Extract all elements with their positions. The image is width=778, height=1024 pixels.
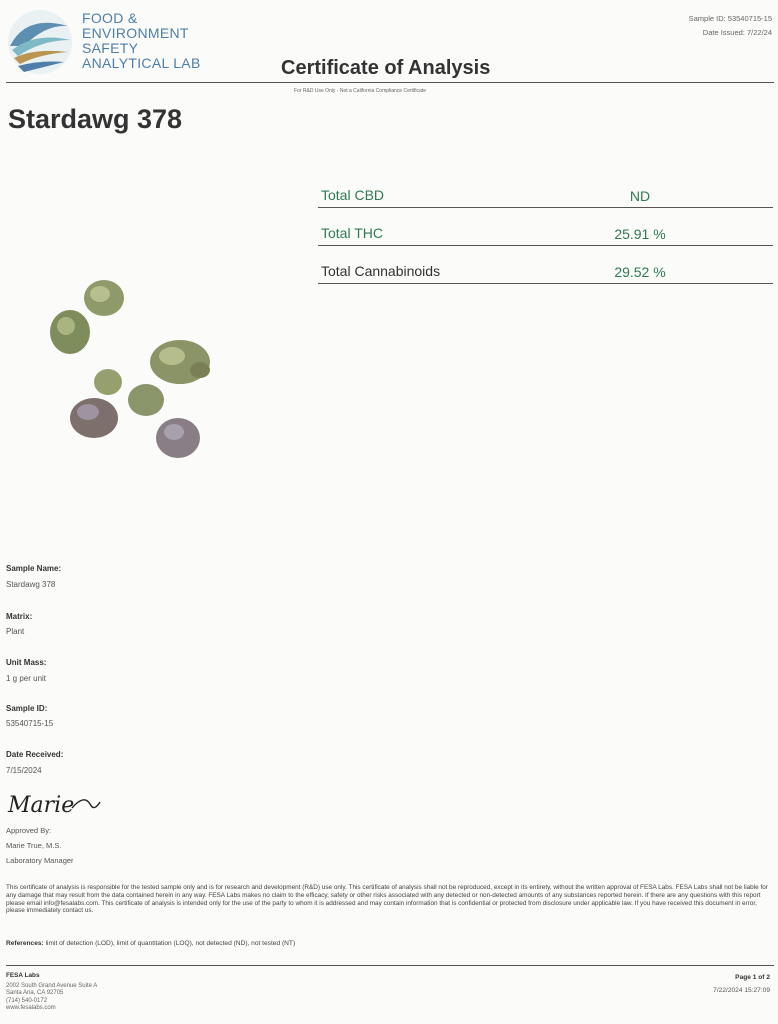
info-label-sample-id: Sample ID: [6, 704, 48, 713]
summary-label-cbd: Total CBD [321, 187, 385, 203]
summary-value-cbd: ND [629, 188, 651, 204]
info-label-matrix: Matrix: [6, 612, 33, 621]
cannabis-bud-icon [94, 369, 122, 395]
header-date-issued: Date Issued: 7/22/24 [702, 28, 772, 37]
logo-text-line: FOOD & [82, 10, 138, 26]
product-title: Stardawg 378 [8, 104, 183, 134]
info-value-unit-mass: 1 g per unit [6, 674, 47, 683]
fesa-logo-icon [6, 6, 74, 78]
svg-text:Marie: Marie [8, 793, 75, 818]
logo-text-line: ENVIRONMENT [82, 25, 189, 41]
footer-website-link[interactable]: www.fesalabs.com [6, 1005, 56, 1012]
rd-use-note: For R&D Use Only - Not a California Compliance Certificate [294, 88, 426, 94]
page-title: Certificate of Analysis [281, 57, 491, 79]
footer-company: FESA Labs [6, 972, 40, 979]
approved-by-label: Approved By: [6, 826, 52, 835]
footer-divider [6, 965, 774, 966]
sample-photo [40, 270, 240, 470]
footer-address-line: Santa Ana, CA 92705 [6, 990, 64, 997]
header-divider [6, 82, 774, 83]
summary-value-thc: 25.91 % [614, 226, 666, 242]
info-value-sample-id: 53540715-15 [6, 719, 54, 728]
summary-divider [318, 283, 773, 284]
footer-timestamp: 7/22/2024 15:27:09 [713, 987, 770, 994]
references-line [6, 940, 295, 947]
info-label-date-received: Date Received: [6, 750, 64, 759]
cannabis-bud-icon [50, 310, 90, 354]
summary-divider [318, 245, 773, 246]
footer-address-line: 2002 South Grand Avenue Suite A [6, 982, 98, 989]
references-text: limit of detection (LOD), limit of quantitation (LOQ), not detected (ND), not tested (NT) [45, 940, 296, 947]
info-value-matrix: Plant [6, 627, 25, 636]
info-value-sample-name: Stardawg 378 [6, 580, 56, 589]
info-value-date-received: 7/15/2024 [6, 766, 42, 775]
summary-value-total-cannabinoids: 29.52 % [614, 264, 666, 280]
signature [6, 790, 102, 820]
info-label-unit-mass: Unit Mass: [6, 658, 47, 667]
references-label: References: [6, 940, 44, 947]
info-label-sample-name: Sample Name: [6, 564, 62, 573]
footer-address [6, 972, 97, 1013]
cannabis-bud-icon [70, 398, 118, 438]
page-number: Page 1 of 2 [735, 974, 770, 981]
summary-label-thc: Total THC [321, 225, 383, 241]
footer-phone: (714) 540-0172 [6, 997, 48, 1004]
summary-divider [318, 207, 773, 208]
approver-title: Laboratory Manager [6, 856, 74, 865]
disclaimer-text: This certificate of analysis is responsible for the tested sample only and is for research and development (R&D) use only. This certificate of analysis shall not be reproduced, except in its entirety, without the written approval of FESA Labs. FESA Labs shall not be liable for any damage that may result from the data contained herein in any way. FESA Labs makes no claim to the efficacy, safety or other risks associated with any detected or non-detected amounts of any substances reported herein. If there are any questions with this report please email info@fesalabs.com. This certificate of analysis is intended only for the use of the party to whom it is addressed and may contain information that is confidential or protected from disclosure under applicable law. If you have received this document in error, please immediately contact us. [6, 884, 768, 915]
logo-text-line: SAFETY [82, 40, 139, 56]
cannabis-bud-icon [156, 418, 200, 458]
header-sample-id: Sample ID: 53540715-15 [688, 14, 772, 23]
cannabis-bud-icon [128, 384, 164, 416]
summary-label-total-cannabinoids: Total Cannabinoids [321, 263, 441, 279]
approver-name: Marie True, M.S. [6, 841, 62, 850]
cannabis-bud-icon [150, 340, 210, 384]
logo-text-line: ANALYTICAL LAB [82, 55, 201, 71]
cannabis-bud-icon [84, 280, 124, 316]
